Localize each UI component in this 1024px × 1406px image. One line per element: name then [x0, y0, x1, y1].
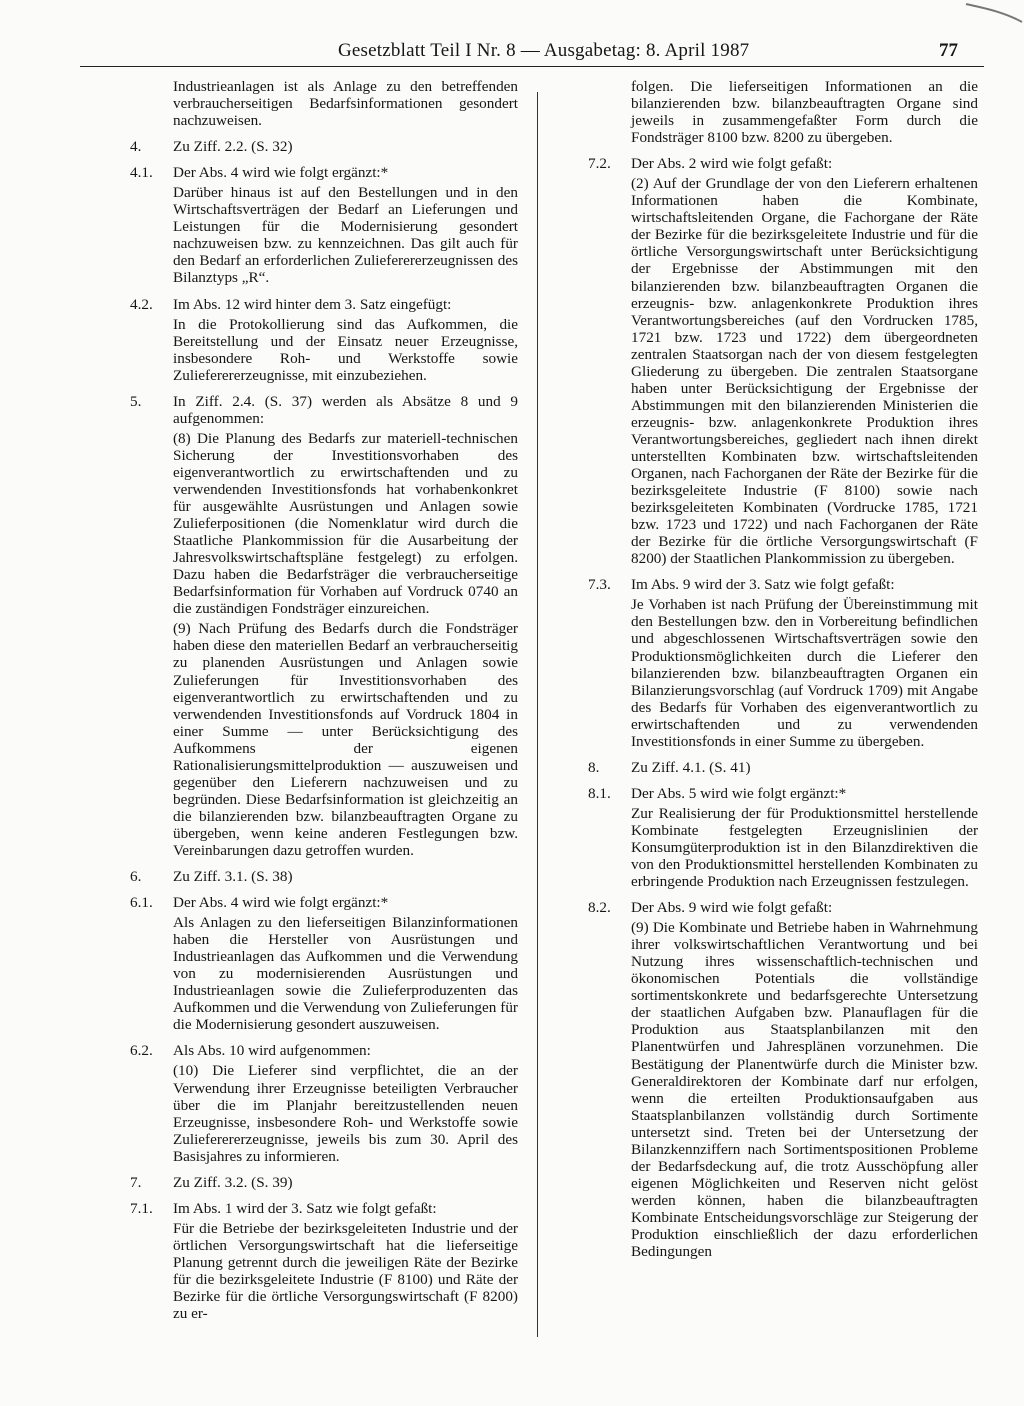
- header-rule: [80, 66, 984, 67]
- paragraph-text: folgen. Die lieferseitigen Informationen an die bilanzierenden bzw. bilanzbeauftragten Organe sind jeweils in zusammengefaßter Form durch die Fondsträger 8100 bzw. 8200 zu übergeben.: [631, 78, 978, 147]
- paragraph-text: Der Abs. 4 wird wie folgt ergänzt:*: [173, 164, 389, 182]
- paragraph-text: Zu Ziff. 3.1. (S. 38): [173, 868, 293, 886]
- section-number: [130, 914, 173, 1033]
- page-header: [80, 40, 984, 70]
- paragraph: [130, 1220, 518, 1322]
- paragraph: [130, 914, 518, 1033]
- section-number: [130, 1220, 173, 1322]
- section-number: 4.2.: [130, 295, 153, 313]
- column-divider: [537, 92, 538, 1337]
- paragraph-text: (10) Die Lieferer sind verpflichtet, die an der Verwendung ihrer Erzeugnisse beteiligten Verbraucher über die im Planjahr bereitzustellenden neuen Erzeugnisse, insbesondere Roh- und Werkstoffe sowie Zulieferererzeugnisse, jeweils bis zum 30. April des Basisjahres zu informieren.: [173, 1062, 518, 1165]
- section-number: 8.2.: [588, 899, 611, 917]
- paragraph-text: (8) Die Planung des Bedarfs zur materiell-technischen Sicherung der Investitionsvorhaben des eigenverantwortlich zu erwirtschaftenden und zu verwendenden Investitionsfonds hat vorhabenkonkret für ausgewählte Ausrüstungen und Anlagen sowie Zulieferpositionen (die Nomenklatur wird durch die Staatliche Plankommission für die Ausarbeitung der Jahresvolkswirtschaftspläne festgelegt) zu erfolgen. Dazu haben die Bedarfsträger die verbraucherseitige Bedarfsinformation für Vorhaben auf Vordruck 0740 an die zuständigen Fondsträger einzureichen.: [173, 429, 518, 618]
- paragraph: [588, 78, 978, 146]
- section-number: [130, 78, 173, 129]
- section-entry: [130, 138, 518, 155]
- section-entry: [130, 164, 518, 181]
- paragraph: [130, 1062, 518, 1164]
- section-entry: [588, 155, 978, 172]
- paragraph: [130, 184, 518, 286]
- section-number: 7.1.: [130, 1199, 153, 1217]
- section-number: 7.: [130, 1173, 142, 1191]
- paragraph: [130, 430, 518, 618]
- paragraph: [588, 805, 978, 890]
- section-number: [130, 1062, 173, 1164]
- paragraph-text: (2) Auf der Grundlage der von den Lieferern erhaltenen Informationen haben die Kombinate, wirtschaftsleitenden Organe, die Fachorgane der Räte der Bezirke für die bezirksgeleitete Industrie und für die örtliche Versorgungswirtschaft unter Berücksichtigung der Ergebnisse der Abstimmungen mit den bilanzierenden bzw. bilanzbeauftragten Organen die erzeugnis- bzw. anlagenkonkrete Produktion ihres Verantwortungsbereiches (auf den Vordrucken 1785, 1721 bzw. 1723 und 1722) dem übergeordneten zentralen Staatsorgan nach der von diesem festgelegten Gliederung zu übergeben. Die zentralen Staatsorgane haben unter Berücksichtigung der Ergebnisse der Abstimmungen mit den bilanzierenden Ministerien die erzeugnis- bzw. anlagenkonkrete Produktion ihres Verantwortungsbereiches, gegliedert nach ihnen direkt unterstellten Kombinaten bzw. wirtschaftsleitenden Organen, nach Fachorganen der Räte der Bezirke für die bezirksgeleitete Industrie (F 8100) sowie nach bezirksgeleiteten Kombinaten (Vordrucke 1785, 1721 bzw. 1723 und 1722) und nach Fachorganen der Räte der Bezirke für die örtliche Versorgungswirtschaft (F 8200) der Staatlichen Plankommission zu übergeben.: [631, 175, 978, 568]
- paragraph-text: Für die Betriebe der bezirksgeleiteten Industrie und der örtlichen Versorgungswirtschaft hat die lieferseitige Planung getrennt durch die jeweiligen Räte der Bezirke für die bezirksgeleitete Industrie (F 8100) und Räte der Bezirke für die örtliche Versorgungswirtschaft (F 8200) zu er-: [173, 1219, 518, 1323]
- paragraph-text: Zu Ziff. 4.1. (S. 41): [631, 758, 751, 776]
- section-number: [588, 919, 631, 1260]
- section-entry: [588, 576, 978, 593]
- section-entry: [130, 1174, 518, 1191]
- section-entry: [588, 759, 978, 776]
- section-number: 7.2.: [588, 155, 611, 173]
- section-entry: [588, 785, 978, 802]
- section-entry: [130, 894, 518, 911]
- paragraph-text: Zur Realisierung der für Produktionsmittel herstellende Kombinate festgelegten Erzeugnislinien der Konsumgüterproduktion ist in den Bilanzdirektiven die von den Produktionsmittel herstellenden Kombinaten zu erbringende Produktion nach Erzeugnissen festzulegen.: [631, 804, 978, 891]
- section-entry: [130, 393, 518, 427]
- section-number: [588, 596, 631, 749]
- paragraph: [588, 596, 978, 749]
- paragraph-text: Der Abs. 9 wird wie folgt gefaßt:: [631, 899, 833, 917]
- section-number: [588, 805, 631, 890]
- paragraph-text: Darüber hinaus ist auf den Bestellungen und in den Wirtschaftsverträgen der Bedarf an Lieferungen und Leistungen für die Modernisierung gesondert nachzuweisen bzw. zu kennzeichnen. Das gilt auch für den Bedarf an erforderlichen Zulieferererzeugnissen des Bilanztyps „R“.: [173, 184, 518, 287]
- paragraph-text: In Ziff. 2.4. (S. 37) werden als Absätze 8 und 9 aufgenommen:: [173, 392, 518, 427]
- page-fold-mark: [964, 0, 1024, 24]
- section-number: 5.: [130, 392, 142, 410]
- paragraph: [130, 620, 518, 859]
- paragraph-text: Der Abs. 5 wird wie folgt ergänzt:*: [631, 784, 847, 802]
- paragraph-text: Im Abs. 1 wird der 3. Satz wie folgt gefaßt:: [173, 1199, 437, 1217]
- paragraph-text: Zu Ziff. 2.2. (S. 32): [173, 138, 293, 156]
- paragraph-text: Im Abs. 12 wird hinter dem 3. Satz eingefügt:: [173, 295, 452, 313]
- paragraph-text: Im Abs. 9 wird der 3. Satz wie folgt gefaßt:: [631, 576, 895, 594]
- section-number: 8.1.: [588, 784, 611, 802]
- section-number: [130, 184, 173, 286]
- paragraph-text: Je Vorhaben ist nach Prüfung der Übereinstimmung mit den Bestellungen bzw. den in Vorbereitung befindlichen und abgeschlossenen Wirtschaftsverträgen sowie den Produktionsmöglichkeiten durch die Lieferer den bilanzierenden bzw. bilanzbeauftragten Organen ein Bilanzierungsvorschlag (auf Vordruck 1709) mit Angabe des Bedarfs für Vorhaben des eigenverantwortlich zu erwirtschaftenden und zu verwendenden Investitionsfonds in einer Summe zu übergeben.: [631, 596, 978, 750]
- section-number: [130, 430, 173, 618]
- paragraph: [588, 919, 978, 1260]
- section-number: 6.2.: [130, 1042, 153, 1060]
- section-entry: [130, 1200, 518, 1217]
- section-entry: [588, 899, 978, 916]
- section-number: 4.1.: [130, 164, 153, 182]
- paragraph-text: Der Abs. 2 wird wie folgt gefaßt:: [631, 155, 833, 173]
- paragraph-text: Zu Ziff. 3.2. (S. 39): [173, 1173, 293, 1191]
- paragraph-text: Industrieanlagen ist als Anlage zu den betreffenden verbraucherseitigen Bedarfsinformationen gesondert nachzuweisen.: [173, 78, 518, 130]
- paragraph: [130, 316, 518, 384]
- section-entry: [130, 868, 518, 885]
- right-column: [588, 78, 978, 1260]
- section-number: [130, 316, 173, 384]
- section-number: 7.3.: [588, 576, 611, 594]
- section-number: 4.: [130, 138, 142, 156]
- paragraph-text: Als Abs. 10 wird aufgenommen:: [173, 1042, 371, 1060]
- section-number: 6.: [130, 868, 142, 886]
- paragraph: [588, 175, 978, 567]
- paragraph-text: Der Abs. 4 wird wie folgt ergänzt:*: [173, 894, 389, 912]
- section-number: [588, 78, 631, 146]
- section-number: [588, 175, 631, 567]
- section-number: [130, 620, 173, 859]
- section-entry: [130, 296, 518, 313]
- paragraph-text: (9) Nach Prüfung des Bedarfs durch die Fondsträger haben diese den materiellen Bedarf an verbraucherseitig zu planenden Ausrüstungen und Anlagen sowie Zulieferungen für Investitionsvorhaben des eigenverantwortlich zu erwirtschaftenden und zu verwendenden Investitionsfonds auf Vordruck 1804 in einer Summe — unter Berücksichtigung des Aufkommens der eigenen Rationalisierungsmittelproduktion — auszuweisen und gegenüber den Lieferern nachzuweisen und zu begründen. Diese Bedarfsinformation ist gleichzeitig an die bilanzierenden bzw. bilanzbeauftragten Organe zu übergeben, wenn keine anderen Festlegungen bzw. Vereinbarungen dazu getroffen wurden.: [173, 620, 518, 859]
- paragraph-text: Als Anlagen zu den lieferseitigen Bilanzinformationen haben die Hersteller von Ausrüstungen und Industrieanlagen das Aufkommen und die Verwendung von zu modernisierenden Ausrüstungen und Industrieanlagen sowie die Zulieferproduzenten das Aufkommen und die Verwendung von Zulieferungen für die Modernisierung gesondert auszuweisen.: [173, 914, 518, 1034]
- section-number: 8.: [588, 758, 600, 776]
- gazette-title: Gesetzblatt Teil I Nr. 8 — Ausgabetag: 8. April 1987: [338, 40, 750, 61]
- left-column: [130, 78, 518, 1322]
- section-entry: [130, 1042, 518, 1059]
- paragraph-text: In die Protokollierung sind das Aufkommen, die Bereitstellung und der Einsatz neuer Erzeugnisse, insbesondere Roh- und Werkstoffe sowie Zulieferererzeugnisse, mit einzubeziehen.: [173, 315, 518, 384]
- page-number: 77: [939, 40, 958, 61]
- section-number: 6.1.: [130, 894, 153, 912]
- paragraph-text: (9) Die Kombinate und Betriebe haben in Wahrnehmung ihrer volkswirtschaftlichen Verantwortung und bei Nutzung ihres wissenschaftlich-technischen und ökonomischen Potentials die vollständige sortimentskonkrete und bedarfsgerechte Untersetzung der staatlichen Aufgaben bzw. Planauflagen für die Produktion aus Staatsplanbilanzen mit den Planentwürfen und Jahresplänen vorzunehmen. Die Bestätigung der Planentwürfe durch die Minister bzw. Generaldirektoren der Kombinate darf nur erfolgen, wenn die erteilten Produktionsaufgaben aus Staatsplanbilanzen vollständig durch Sortimente untersetzt sind. Treten bei der Untersetzung der Bilanzkennziffern nach Sortimentspositionen Probleme der Bedarfsdeckung auf, die trotz Ausschöpfung aller eigenen Möglichkeiten und Reserven nicht gelöst werden können, haben die bilanzbeauftragten Kombinate Entscheidungsvorschläge zur Steigerung der Produktion einschließlich der dazu erforderlichen Bedingungen: [631, 919, 978, 1261]
- paragraph: [130, 78, 518, 129]
